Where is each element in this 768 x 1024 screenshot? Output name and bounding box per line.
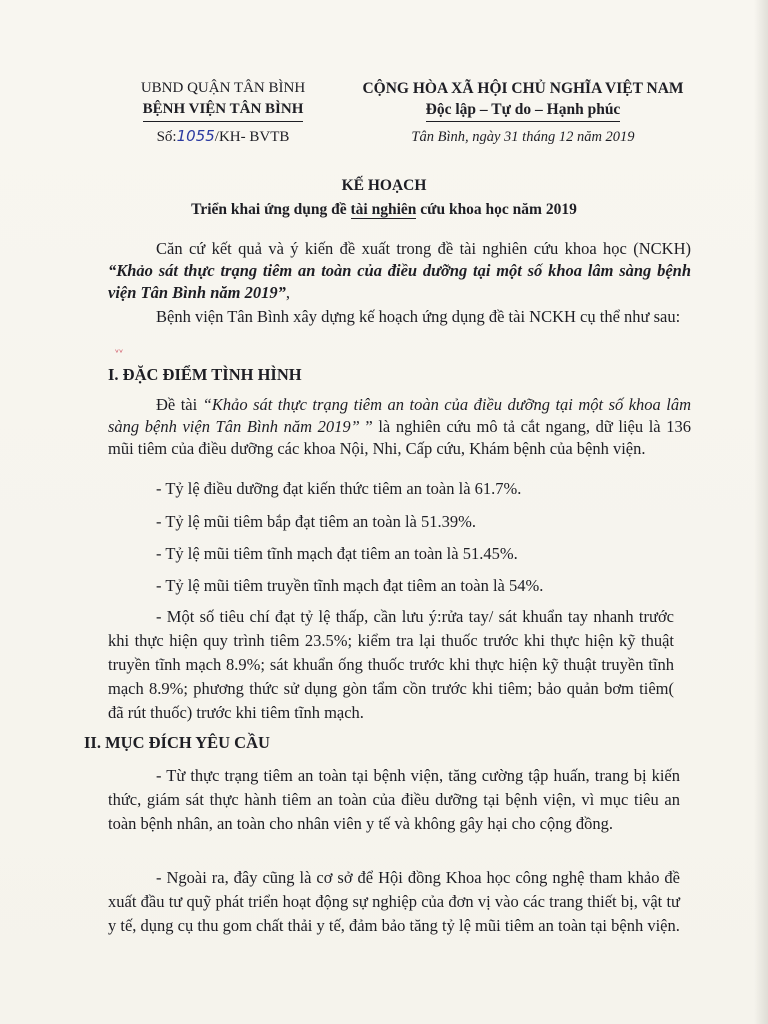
plan-statement: Bệnh viện Tân Bình xây dựng kế hoạch ứng dụng đề tài NCKH cụ thể như sau:: [156, 307, 681, 326]
issuing-authority-block: [112, 78, 334, 148]
page-edge-shadow: [754, 0, 768, 1024]
intro-text: Căn cứ kết quả và ý kiến đề xuất trong đề tài nghiên cứu khoa học (NCKH): [156, 239, 691, 258]
document-number: [112, 126, 334, 148]
stat-item: - Tỷ lệ mũi tiêm bắp đạt tiêm an toàn là 51.39%.: [156, 512, 476, 531]
stat-item: - Tỷ lệ điều dưỡng đạt kiến thức tiêm an toàn là 61.7%.: [156, 479, 522, 498]
organization-name: BỆNH VIỆN TÂN BÌNH: [143, 99, 304, 122]
section-1-heading: I. ĐẶC ĐIỂM TÌNH HÌNH: [108, 365, 302, 384]
section-1-paragraph: [108, 394, 691, 460]
document-subtitle: [0, 201, 768, 219]
section-1-topic: “Khảo sát thực trạng tiêm an toàn của điều dưỡng tại một số khoa lâm sàng bệnh viện Tân Bình năm 2019”: [108, 395, 691, 436]
national-motto: Độc lập – Tự do – Hạnh phúc: [426, 99, 621, 122]
national-title: CỘNG HÒA XÃ HỘI CHỦ NGHĨA VIỆT NAM: [362, 80, 684, 97]
purpose-paragraph-1: - Từ thực trạng tiêm an toàn tại bệnh viện, tăng cường tập huấn, trang bị kiến thức, giám sát thực hành tiêm an toàn của điều dưỡng tại bệnh viện, vì mục tiêu an toàn bệnh nhân, an toàn cho nhân viên y tế và không gây hại cho cộng đồng.: [108, 766, 680, 833]
intro-text-end: ,: [285, 283, 290, 302]
handwritten-number: 1055: [176, 127, 215, 145]
red-ink-mark: ᵛᵛ: [115, 348, 124, 359]
document-number-prefix: Số:: [156, 129, 177, 145]
document-title: KẾ HOẠCH: [341, 177, 427, 194]
stat-item: - Tỷ lệ mũi tiêm tĩnh mạch đạt tiêm an toàn là 51.45%.: [156, 544, 518, 563]
subtitle-part-3: cứu khoa học năm 2019: [416, 201, 577, 218]
section-1-text: Đề tài: [156, 395, 203, 414]
stat-item: - Tỷ lệ mũi tiêm truyền tĩnh mạch đạt tiêm an toàn là 54%.: [156, 576, 544, 595]
national-header-block: [340, 78, 706, 148]
section-1-text-end: ” là nghiên cứu mô tả cắt ngang, dữ liệu là 136 mũi tiêm của điều dưỡng các khoa Nội, Nhi, Cấp cứu, Khám bệnh của bệnh viện.: [108, 417, 691, 458]
purpose-paragraph-2: - Ngoài ra, đây cũng là cơ sở để Hội đồng Khoa học công nghệ tham khảo đề xuất đầu tư quỹ phát triển hoạt động sự nghiệp của đơn vị vào các trang thiết bị, vật tư y tế, dụng cụ thu gom chất thải y tế, đảm bảo tăng tỷ lệ mũi tiêm an toàn tại bệnh viện.: [108, 868, 680, 935]
subtitle-part-1: Triển khai ứng dụng đề: [191, 201, 351, 218]
low-criteria-note: - Một số tiêu chí đạt tỷ lệ thấp, cần lưu ý:rửa tay/ sát khuẩn tay nhanh trước khi thực hiện quy trình tiêm 23.5%; kiểm tra lại thuốc trước khi thực hiện kỹ thuật truyền tĩnh mạch 8.9%; sát khuẩn ống thuốc trước khi thực hiện kỹ thuật truyền tĩnh mạch 8.9%; phương thức sử dụng gòn tẩm cồn trước khi tiêm; bảo quản bơm tiêm( đã rút thuốc) trước khi tiêm tĩnh mạch.: [108, 607, 674, 722]
section-2-heading: II. MỤC ĐÍCH YÊU CẦU: [84, 733, 270, 752]
date-line: Tân Bình, ngày 31 tháng 12 năm 2019: [411, 129, 635, 145]
intro-paragraph: [108, 238, 691, 304]
document-number-suffix: /KH- BVTB: [214, 129, 290, 145]
subtitle-underlined: tài nghiên: [350, 201, 417, 218]
parent-organization: UBND QUẬN TÂN BÌNH: [140, 80, 306, 96]
study-topic: “Khảo sát thực trạng tiêm an toàn của điều dưỡng tại một số khoa lâm sàng bệnh viện Tân Bình năm 2019”: [108, 261, 691, 302]
